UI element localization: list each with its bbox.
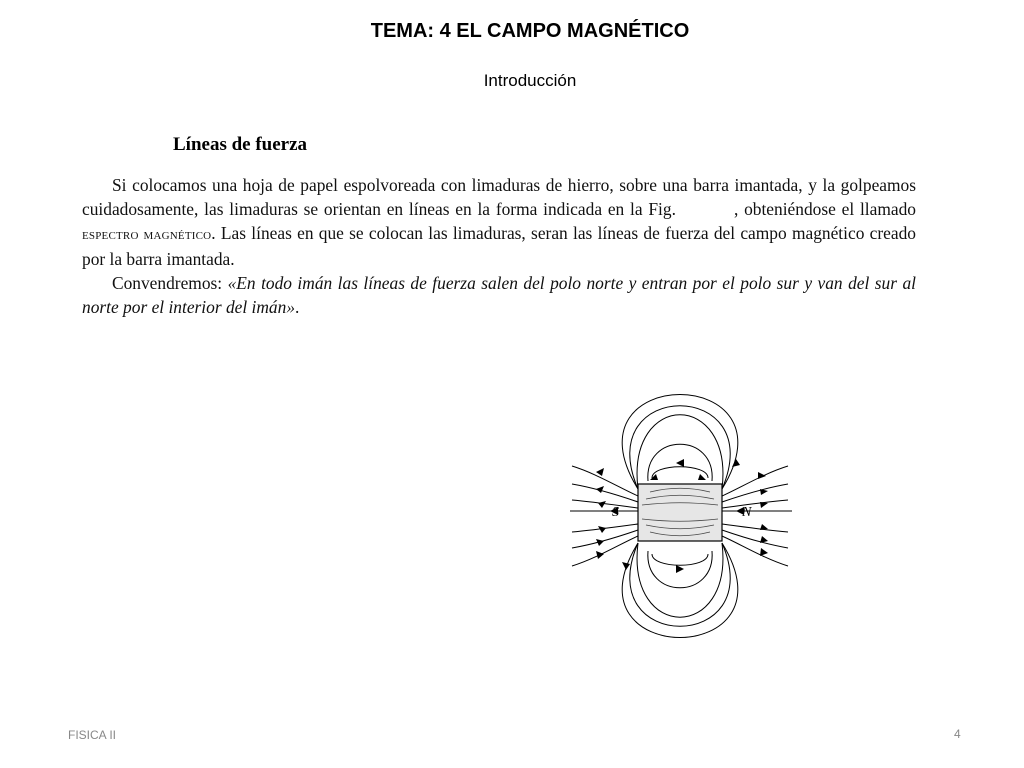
magnetic-field-diagram [560, 368, 800, 664]
para1-text-b: , obteniéndose el llamado [733, 199, 916, 219]
field-line-left-2 [572, 484, 638, 502]
field-line-left-5 [572, 530, 638, 548]
arrow-icon [596, 468, 604, 476]
field-line-right-4 [722, 524, 788, 532]
paragraph-1 [82, 173, 916, 271]
field-line-lower-2 [630, 543, 730, 626]
field-line-right-5 [722, 530, 788, 548]
arrow-icon [676, 565, 684, 573]
arrow-icon [598, 501, 606, 508]
term-espectro-magnetico: espectro magnético [82, 227, 212, 243]
arrow-icon [760, 536, 768, 543]
field-line-lower-5 [652, 554, 708, 565]
arrow-icon [758, 472, 766, 479]
para2-end: . [295, 297, 300, 317]
field-line-left-3 [572, 500, 638, 508]
arrow-icon [760, 548, 768, 556]
field-line-upper-2 [630, 406, 730, 489]
page-number: 4 [954, 727, 961, 741]
section-heading: Líneas de fuerza [173, 134, 308, 155]
page-title: TEMA: 4 EL CAMPO MAGNÉTICO [370, 20, 690, 42]
para2-quote: «En todo imán las líneas de fuerza salen del polo norte y entran por el polo sur y van del sur al norte por el interior del imán» [82, 273, 916, 317]
field-line-right-2 [722, 484, 788, 502]
para1-text-a: Si colocamos una hoja de papel espolvoreada con limaduras de hierro, sobre una barra imantada, y la golpeamos cuidadosamente, las limaduras se orientan en líneas en la forma indicada en la Fig. [82, 175, 916, 219]
para1-text-c: . Las líneas en que se colocan las limaduras, seran las líneas de fuerza del campo magnético creado por la barra imantada. [82, 223, 916, 269]
footer-course: FISICA II [68, 728, 117, 742]
arrow-icon [760, 502, 768, 508]
arrow-icon [760, 489, 768, 495]
field-line-right-3 [722, 500, 788, 508]
page-subtitle: Introducción [483, 71, 577, 90]
paragraph-2 [82, 271, 916, 319]
north-pole-label: N [742, 505, 752, 520]
field-line-lower-1 [637, 543, 723, 617]
arrow-icon [698, 474, 706, 480]
field-line-lower-3 [622, 543, 738, 638]
south-pole-label: S [612, 505, 619, 520]
arrow-icon [596, 486, 604, 493]
field-line-upper-1 [637, 415, 723, 489]
arrow-icon [676, 459, 684, 467]
body-text [82, 173, 916, 319]
field-line-upper-3 [622, 395, 738, 490]
arrow-icon [650, 474, 658, 480]
arrow-icon [760, 524, 768, 530]
para2-text-a: Convendremos: [112, 273, 228, 293]
arrow-icon [732, 459, 740, 467]
arrow-icon [596, 551, 604, 559]
arrow-icon [622, 562, 630, 570]
